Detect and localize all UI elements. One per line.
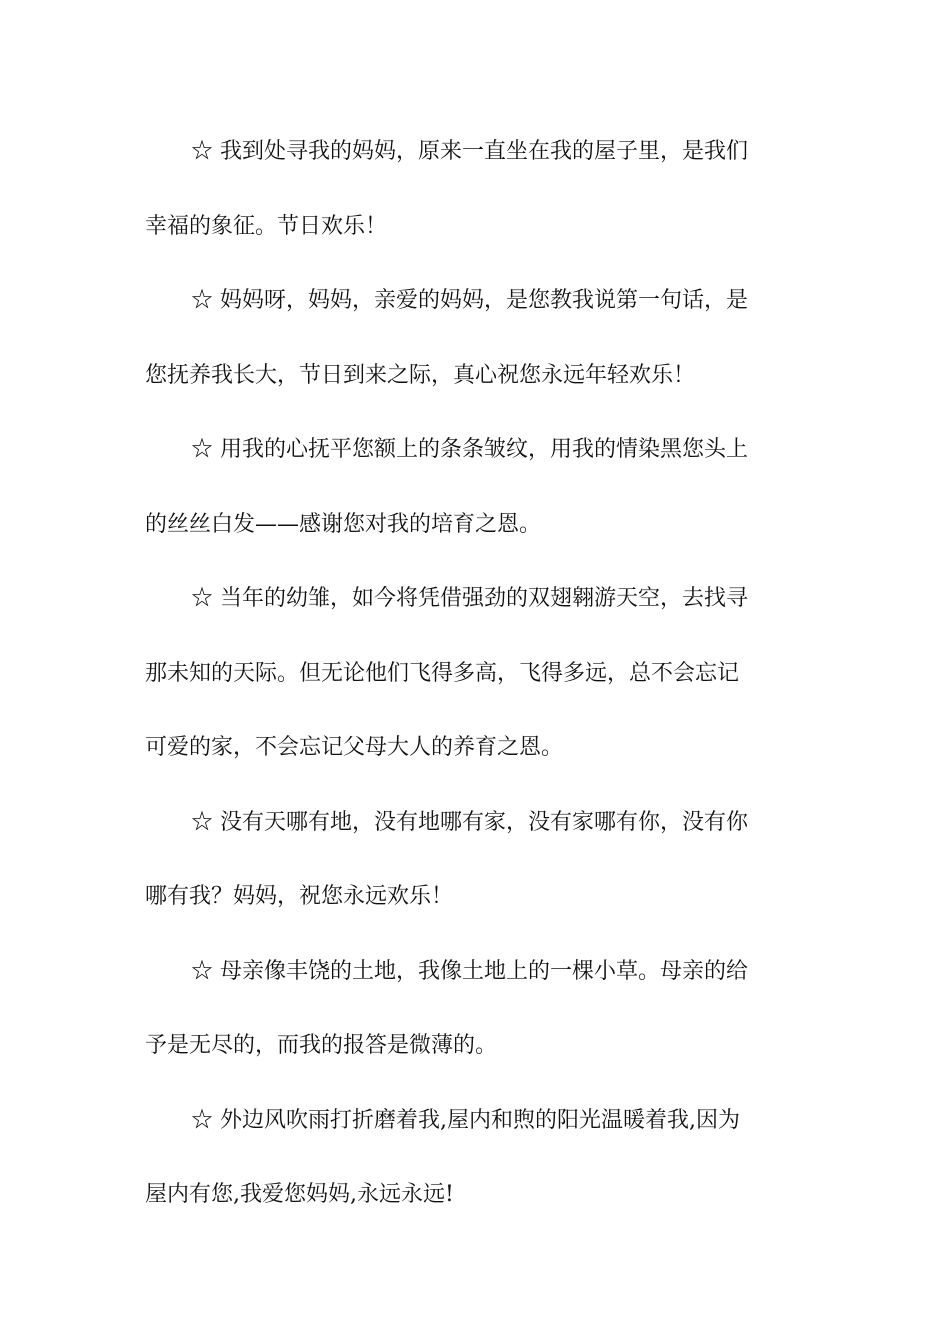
text-line: ☆ 当年的幼雏，如今将凭借强劲的双翅翱游天空，去找寻 [191,586,748,611]
text-line: 哪有我？妈妈，祝您永远欢乐！ [145,884,454,909]
text-line: ☆ 用我的心抚平您额上的条条皱纹，用我的情染黑您头上 [191,437,748,462]
text-line: 可爱的家，不会忘记父母大人的养育之恩。 [145,735,564,760]
text-line: ☆ 我到处寻我的妈妈，原来一直坐在我的屋子里，是我们 [191,139,748,164]
text-line: 幸福的象征。节日欢乐！ [145,213,388,239]
text-line: ☆ 母亲像丰饶的土地，我像土地上的一棵小草。母亲的给 [191,958,748,984]
text-line: 的丝丝白发——感谢您对我的培育之恩。 [145,511,542,537]
text-line: ☆ 外边风吹雨打折磨着我,屋内和煦的阳光温暖着我,因为 [191,1107,740,1133]
text-line: 您抚养我长大，节日到来之际，真心祝您永远年轻欢乐！ [145,362,696,388]
text-line: 屋内有您,我爱您妈妈,永远永远! [145,1182,454,1207]
text-line: ☆ 妈妈呀，妈妈，亲爱的妈妈，是您教我说第一句话，是 [191,288,748,313]
document-body [145,128,810,1246]
text-line: 那未知的天际。但无论他们飞得多高，飞得多远，总不会忘记 [145,660,740,686]
text-line: ☆ 没有天哪有地，没有地哪有家，没有家哪有你，没有你 [191,809,748,835]
text-line: 予是无尽的，而我的报答是微薄的。 [145,1033,498,1058]
